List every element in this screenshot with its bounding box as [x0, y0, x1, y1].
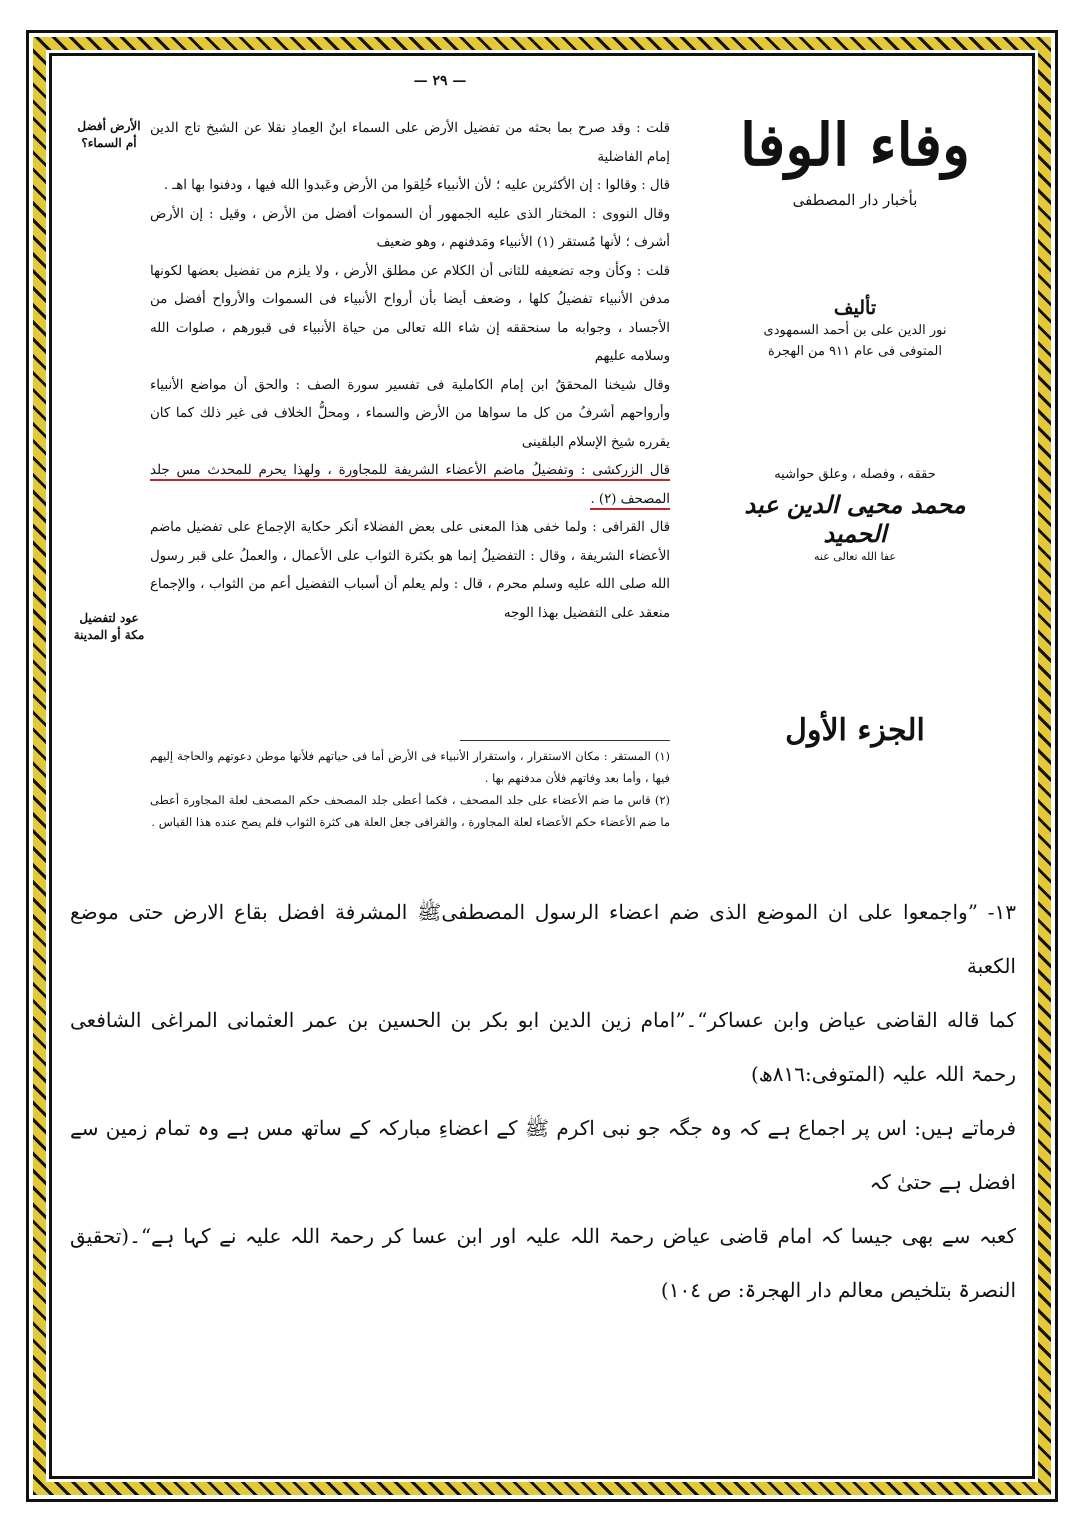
urdu-commentary [70, 885, 1016, 1317]
author-name: نور الدين على بن أحمد السمهودى [763, 323, 947, 338]
paragraph: قلت : وكأن وجه تضعيفه للثانى أن الكلام عن مطلق الأرض ، ولا يلزم من تفضيل بعضها لكونها مدفن الأنبياء تفضيلُ كلها ، وضعف أيضا بأن أرواح الأنبياء فى السموات والأرواح أفضل من الأجساد ، وجوابه ما سنحققه إن شاء الله تعالى من حياة الأنبياء فى قبورهم ، صلوات الله وسلامه عليهم [150, 263, 670, 364]
paragraph: قال : وقالوا : إن الأكثرين عليه ؛ لأن الأنبياء خُلِقوا من الأرض وعَبدوا الله فيها ، ودفنوا بها اهـ . [163, 178, 670, 193]
commentary-line: کعبہ سے بھی جیسا کہ امام قاضی عیاض رحمۃ اللہ علیہ اور ابن عسا کر رحمۃ اللہ علیہ نے کہا ہے“۔(تحقیق النصرۃ بتلخیص معالم دار الھجرۃ: ص ١٠٤) [70, 1224, 1016, 1302]
margin-note-makkah-or-madinah: عود لتفضيل مكة أو المدينة [73, 611, 145, 642]
commentary-line: فرماتے ہیں: اس پر اجماع ہے کہ وہ جگہ جو نبی اکرم ﷺ کے اعضاءِ مبارکہ کے ساتھ مس ہے وہ تمام زمین سے افضل ہے حتیٰ کہ [70, 1116, 1016, 1194]
book-title: وفاء الوفا [739, 111, 971, 179]
margin-note-earth-or-heaven: الأرض أفضل أم السماء؟ [77, 119, 141, 150]
book-subtitle: بأخبار دار المصطفى [792, 191, 918, 209]
paragraph: وقال النووى : المختار الذى عليه الجمهور أن السموات أفضل من الأرض ، وقيل : إن الأرض أشرف ؛ لأنها مُستقر (١) الأنبياء ومَدفنهم ، وهو ضعيف [150, 206, 670, 250]
title-block [720, 105, 990, 748]
footnotes [150, 745, 670, 833]
paragraph: قلت : وقد صرح بما بحثه من تفضيل الأرض على السماء ابنُ العِمادِ نقلا عن الشيخ تاج الدين إمام الفاضلية [150, 121, 670, 165]
author-heading: تأليف [833, 297, 877, 319]
paragraph-highlighted [150, 457, 670, 514]
volume-part: الجزء الأول [785, 713, 925, 748]
editor-line: حققه ، وفصله ، وعلق حواشيه [774, 467, 936, 482]
footnote: (١) المستقر : مكان الاستقرار ، واستقرار الأنبياء فى الأرض أما فى حياتهم فلأنها موطن دعوتهم والحاجة إليهم فيها ، وأما بعد وفاتهم فلأن مدفنهم بها . [150, 749, 670, 785]
editor-name: محمد محيى الدين عبد الحميد [744, 490, 966, 548]
commentary-line: كما قاله القاضى عياض وابن عساكر“۔”امام زین الدین ابو بکر بن الحسین بن عمر العثمانی المراغی الشافعی رحمۃ اللہ علیہ (المتوفی:٨١٦ھ) [70, 1008, 1016, 1086]
author-death-date: المتوفى فى عام ٩١١ من الهجرة [767, 344, 943, 359]
footnote-divider [460, 740, 670, 741]
paragraph: وقال شيخنا المحققُ ابن إمام الكاملية فى تفسير سورة الصف : والحق أن مواضع الأنبياء وأرواحهم أشرفُ من كل ما سواها من الأرض والسماء ، ومحلُّ الخلاف فى غير ذلك كما كان يقرره شيخ الإسلام البلقينى [150, 377, 670, 450]
page-number: — ٢٩ — [413, 73, 467, 89]
footnote: (٢) قاس ما ضم الأعضاء على جلد المصحف ، فكما أعطى جلد المصحف حكم المصحف لعلة المجاورة أعطى ما ضم الأعضاء حكم الأعضاء لعلة المجاورة ، والقرافى جعل العلة هى كثرة الثواب فلم يصح عنده هذا القياس . [150, 793, 670, 829]
main-text-column [150, 115, 670, 628]
commentary-line: ١٣- ”واجمعوا على ان الموضع الذى ضم اعضاء الرسول المصطفىﷺ المشرفة افضل بقاع الارض حتى موضع الكعبة [70, 900, 1016, 978]
underlined-quote: قال الزركشى : وتفضيلُ ماضم الأعضاء الشريفة للمجاورة ، ولهذا يحرم للمحدث مس جلد المصحف (٢) . [150, 463, 670, 510]
book-page-scan [70, 65, 1016, 875]
editor-dua: عفا الله تعالى عنه [814, 550, 896, 563]
paragraph: قال القرافى : ولما خفى هذا المعنى على بعض الفضلاء أنكر حكاية الإجماع على تفضيل ماضم الأعضاء الشريفة ، وقال : التفضيلُ إنما هو بكثرة الثواب على الأعمال ، والعملُ على قبر رسول الله صلى الله عليه وسلم محرم ، قال : ولم يعلم أن أسباب التفضيل أعم من الثواب ، والإجماع منعقد على التفضيل بهذا الوجه [150, 520, 670, 621]
